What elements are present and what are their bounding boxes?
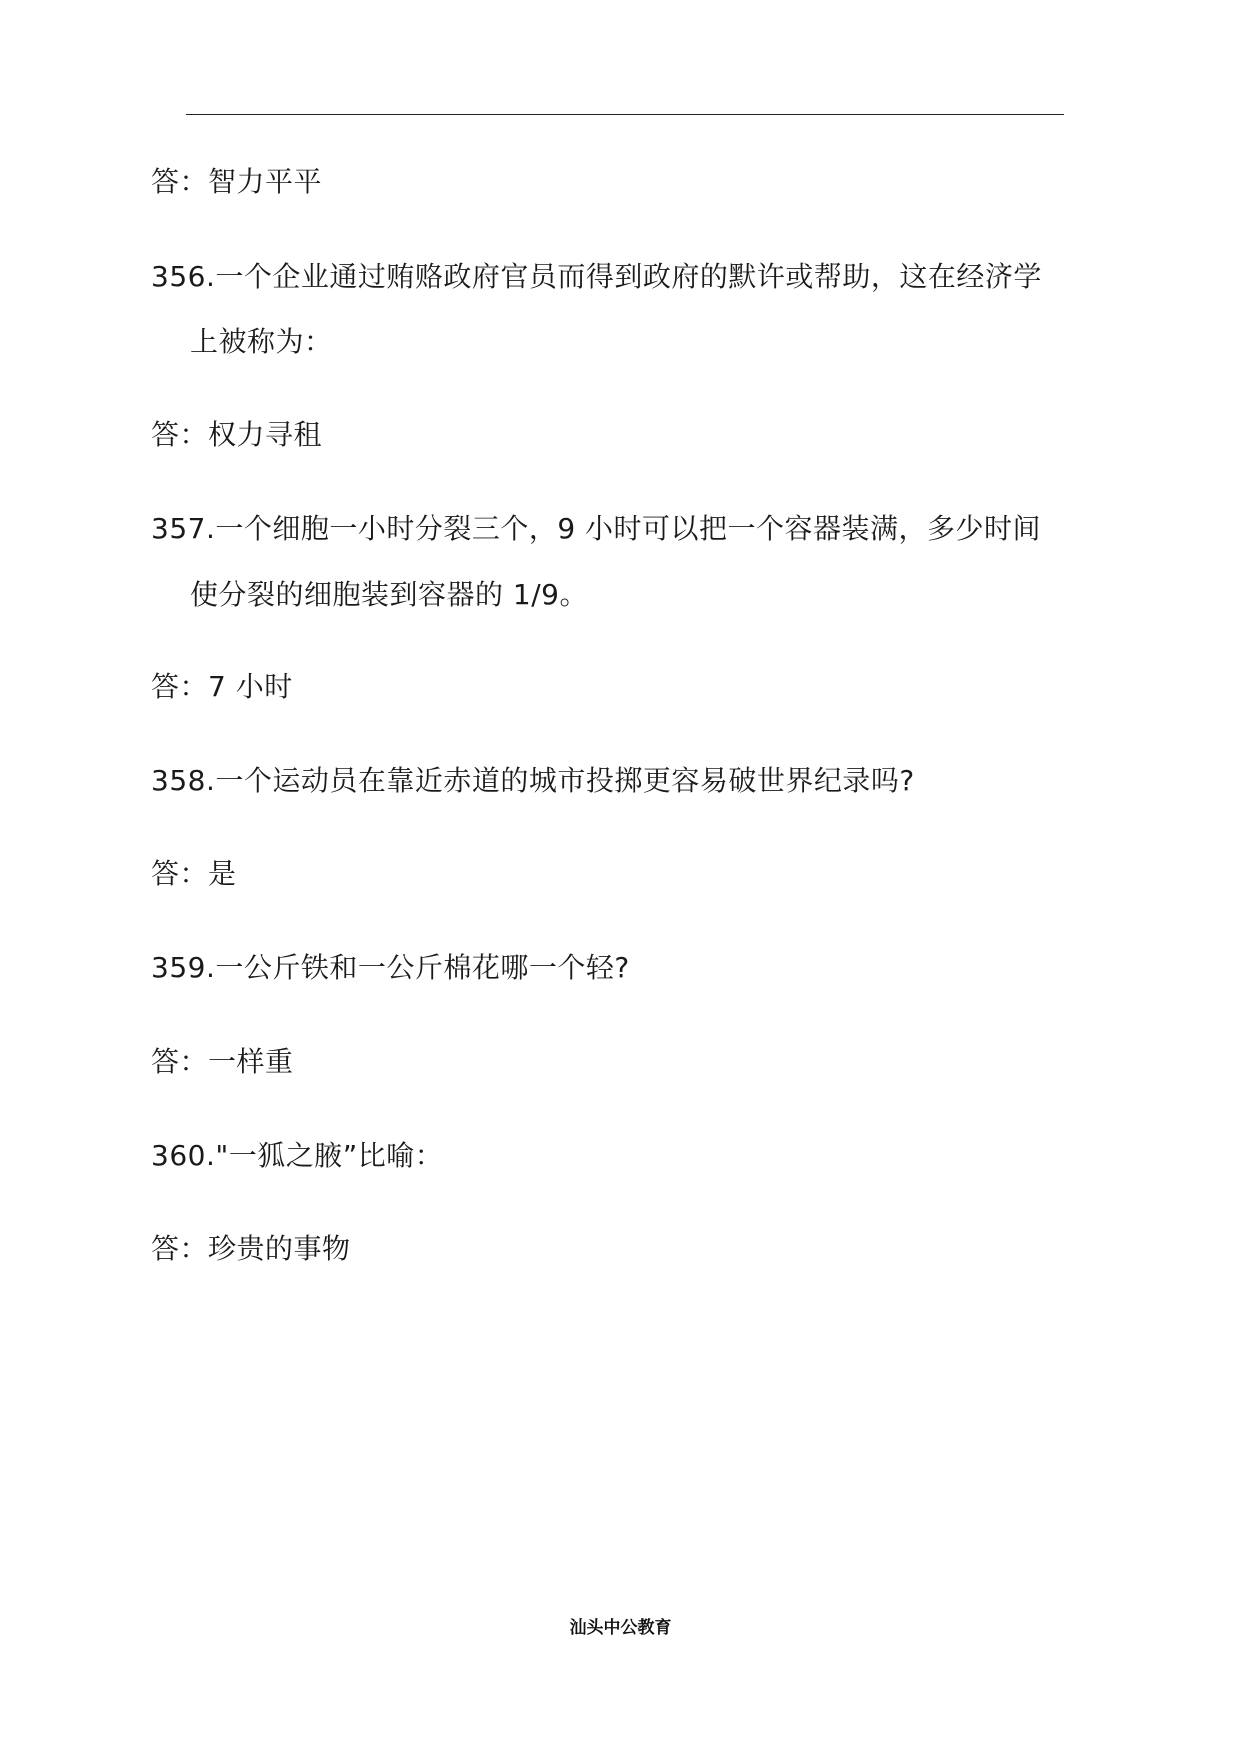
question-356-line-2: 上被称为：	[190, 325, 333, 358]
answer-356: 答：权力寻租	[151, 418, 323, 451]
question-358: 358.一个运动员在靠近赤道的城市投掷更容易破世界纪录吗?	[151, 764, 915, 797]
answer-357: 答：7 小时	[151, 670, 293, 703]
answer-358: 答：是	[151, 857, 237, 890]
footer-publisher: 汕头中公教育	[569, 1618, 672, 1638]
answer-359: 答：一样重	[151, 1045, 294, 1078]
question-357-line-2: 使分裂的细胞装到容器的 1/9。	[190, 578, 588, 611]
answer-prev: 答：智力平平	[151, 165, 323, 198]
header-rule	[186, 114, 1064, 115]
question-356-line-1: 356.一个企业通过贿赂政府官员而得到政府的默许或帮助，这在经济学	[151, 260, 1042, 293]
question-359: 359.一公斤铁和一公斤棉花哪一个轻?	[151, 951, 630, 984]
question-360: 360."一狐之腋”比喻：	[151, 1139, 444, 1172]
question-357-line-1: 357.一个细胞一小时分裂三个，9 小时可以把一个容器装满，多少时间	[151, 512, 1042, 545]
answer-360: 答：珍贵的事物	[151, 1232, 351, 1265]
